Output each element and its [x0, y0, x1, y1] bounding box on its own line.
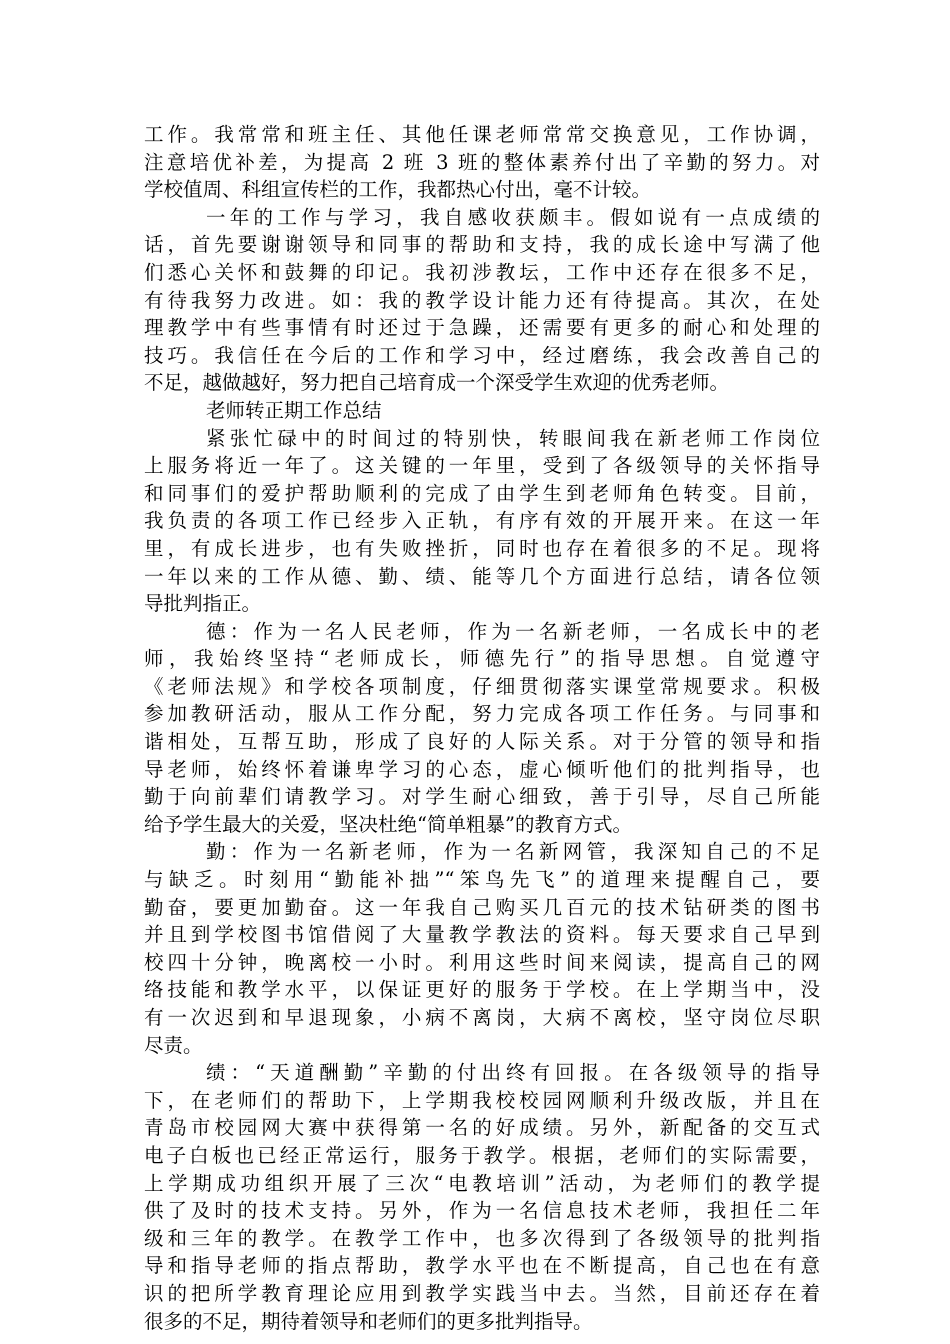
text-line: 勤于向前辈们请教学习。对学生耐心细致，善于引导，尽自己所能 [144, 785, 820, 809]
text-line: 导和指导老师的指点帮助，教学水平也在不断提高，自己也在有意 [144, 1254, 820, 1278]
text-line: 一年以来的工作从德、勤、绩、能等几个方面进行总结，请各位领 [144, 564, 820, 588]
document-body [144, 121, 820, 1335]
text-line: 级和三年的教学。在教学工作中，也多次得到了各级领导的批判指 [144, 1226, 820, 1250]
text-line: 和同事们的爱护帮助顺利的完成了由学生到老师角色转变。目前， [144, 481, 820, 505]
text-line: 有一次迟到和早退现象，小病不离岗，大病不离校，坚守岗位尽职 [144, 1006, 820, 1029]
text-line: 导批判指正。 [144, 592, 262, 616]
text-line: 工作。我常常和班主任、其他任课老师常常交换意见，工作协调， [144, 123, 820, 146]
text-line: 们悉心关怀和鼓舞的印记。我初涉教坛，工作中还存在很多不足， [144, 260, 820, 284]
text-line: 学校值周、科组宣传栏的工作，我都热心付出，毫不计较。 [144, 178, 652, 202]
text-line: 参加教研活动，服从工作分配，努力完成各项工作任务。与同事和 [144, 702, 820, 726]
text-line: 德：作为一名人民老师，作为一名新老师，一名成长中的老 [206, 619, 820, 643]
text-line: 理教学中有些事情有时还过于急躁，还需要有更多的耐心和处理的 [144, 316, 820, 340]
text-line: 老师转正期工作总结 [206, 398, 382, 422]
text-line: 并且到学校图书馆借阅了大量教学教法的资料。每天要求自己早到 [144, 923, 820, 947]
text-line: 谐相处，互帮互助，形成了良好的人际关系。对于分管的领导和指 [144, 730, 820, 754]
text-line: 有待我努力改进。如：我的教学设计能力还有待提高。其次，在处 [144, 288, 820, 312]
text-line: 很多的不足，期待着领导和老师们的更多批判指导。 [144, 1309, 593, 1333]
text-line: 《老师法规》和学校各项制度，仔细贯彻落实课堂常规要求。积极 [144, 674, 820, 698]
text-line: 话，首先要谢谢领导和同事的帮助和支持，我的成长途中写满了他 [144, 233, 820, 257]
text-line: 上学期成功组织开展了三次“电教培训”活动，为老师们的教学提 [144, 1171, 820, 1195]
text-line: 络技能和教学水平，以保证更好的服务于学校。在上学期当中，没 [144, 978, 820, 1002]
text-line: 上服务将近一年了。这关键的一年里，受到了各级领导的关怀指导 [144, 454, 820, 478]
text-line: 紧张忙碌中的时间过的特别快，转眼间我在新老师工作岗位 [206, 426, 820, 450]
text-line: 供了及时的技术支持。另外，作为一名信息技术老师，我担任二年 [144, 1199, 820, 1223]
text-line: 下，在老师们的帮助下，上学期我校校园网顺利升级改版，并且在 [144, 1088, 820, 1112]
text-line: 勤：作为一名新老师，作为一名新网管，我深知自己的不足 [206, 840, 820, 864]
text-line: 与缺乏。时刻用“勤能补拙”“笨鸟先飞”的道理来提醒自己，要 [144, 868, 820, 892]
text-line: 不足，越做越好，努力把自己培育成一个深受学生欢迎的优秀老师。 [144, 371, 730, 395]
text-line: 注意培优补差，为提高 2 班 3 班的整体素养付出了辛勤的努力。对 [144, 150, 820, 174]
text-line: 青岛市校园网大赛中获得第一名的好成绩。另外，新配备的交互式 [144, 1116, 820, 1140]
text-line: 一年的工作与学习，我自感收获颇丰。假如说有一点成绩的 [206, 205, 820, 229]
text-line: 我负责的各项工作已经步入正轨，有序有效的开展开来。在这一年 [144, 509, 820, 533]
text-line: 导老师，始终怀着谦卑学习的心态，虚心倾听他们的批判指导，也 [144, 757, 820, 781]
text-line: 里，有成长进步，也有失败挫折，同时也存在着很多的不足。现将 [144, 536, 820, 560]
text-line: 技巧。我信任在今后的工作和学习中，经过磨练，我会改善自己的 [144, 343, 820, 367]
text-line: 勤奋，要更加勤奋。这一年我自己购买几百元的技术钻研类的图书 [144, 895, 820, 919]
text-line: 给予学生最大的关爱，坚决杜绝“简单粗暴”的教育方式。 [144, 812, 632, 836]
text-line: 绩：“天道酬勤”辛勤的付出终有回报。在各级领导的指导 [206, 1061, 820, 1085]
text-line: 师，我始终坚持“老师成长，师德先行”的指导思想。自觉遵守 [144, 647, 820, 671]
text-line: 识的把所学教育理论应用到教学实践当中去。当然，目前还存在着 [144, 1281, 820, 1305]
text-line: 尽责。 [144, 1033, 203, 1057]
text-line: 校四十分钟，晚离校一小时。利用这些时间来阅读，提高自己的网 [144, 950, 820, 974]
text-line: 电子白板也已经正常运行，服务于教学。根据，老师们的实际需要， [144, 1143, 820, 1167]
